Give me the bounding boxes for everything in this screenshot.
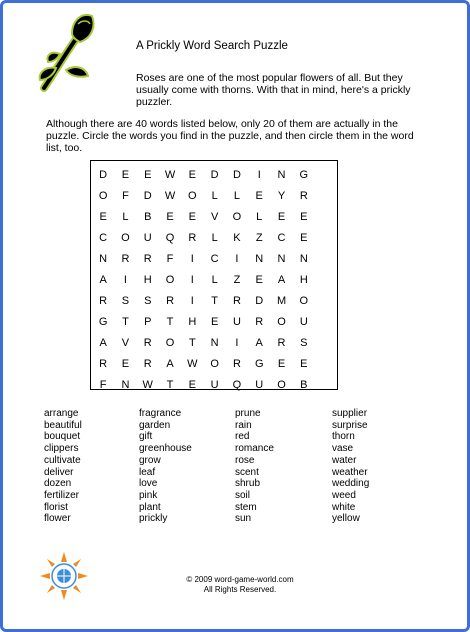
- word-list-item[interactable]: deliver: [44, 466, 74, 478]
- grid-letter[interactable]: V: [121, 337, 130, 349]
- grid-letter[interactable]: U: [255, 379, 264, 391]
- word-list-item[interactable]: flower: [44, 513, 71, 525]
- word-list-item[interactable]: scent: [235, 466, 259, 478]
- grid-letter[interactable]: C: [277, 232, 286, 244]
- grid-letter[interactable]: G: [98, 316, 108, 328]
- grid-letter[interactable]: L: [211, 274, 218, 286]
- grid-row: [92, 354, 337, 375]
- word-list-item[interactable]: fertilizer: [44, 489, 80, 501]
- intro-text: Roses are one of the most popular flowers of all. But they usually come with thorns. With that in mind, here's a prickly puzzler.: [136, 72, 411, 108]
- grid-letter[interactable]: W: [164, 169, 176, 181]
- word-list-item[interactable]: arrange: [44, 408, 79, 419]
- puzzle-title: A Prickly Word Search Puzzle: [136, 40, 288, 52]
- grid-letter[interactable]: W: [142, 379, 153, 391]
- word-list-item[interactable]: surprise: [332, 419, 368, 431]
- grid-letter[interactable]: E: [300, 358, 308, 370]
- word-list-item[interactable]: florist: [44, 501, 68, 513]
- grid-row: [92, 186, 337, 207]
- word-list-item[interactable]: rain: [235, 419, 252, 431]
- grid-letter[interactable]: D: [143, 190, 152, 202]
- grid-letter[interactable]: O: [188, 190, 197, 202]
- word-list-item[interactable]: water: [332, 454, 357, 466]
- word-list-item[interactable]: bouquet: [44, 431, 81, 443]
- grid-letter[interactable]: A: [166, 358, 174, 370]
- word-list-item[interactable]: red: [235, 431, 250, 443]
- grid-letter[interactable]: B: [300, 379, 308, 391]
- grid-letter[interactable]: D: [232, 169, 241, 181]
- grid-letter[interactable]: E: [166, 211, 174, 223]
- word-search-grid: [90, 160, 338, 390]
- grid-letter[interactable]: F: [99, 379, 107, 391]
- word-list-item[interactable]: plant: [139, 501, 161, 513]
- grid-letter[interactable]: R: [121, 253, 130, 265]
- grid-letter[interactable]: I: [123, 274, 127, 286]
- grid-letter[interactable]: R: [166, 295, 175, 307]
- grid-letter[interactable]: O: [299, 295, 309, 307]
- grid-letter[interactable]: Y: [277, 190, 286, 202]
- grid-letter[interactable]: B: [144, 211, 152, 223]
- grid-letter[interactable]: I: [190, 253, 194, 265]
- grid-letter[interactable]: R: [232, 295, 241, 307]
- grid-letter[interactable]: R: [188, 232, 197, 244]
- grid-letter[interactable]: S: [300, 337, 308, 349]
- grid-letter[interactable]: L: [211, 232, 218, 244]
- grid-row: [92, 270, 337, 291]
- rights-text: All Rights Reserved.: [203, 585, 277, 594]
- grid-letter[interactable]: D: [255, 295, 264, 307]
- grid-letter[interactable]: E: [277, 358, 286, 370]
- grid-letter[interactable]: E: [210, 316, 219, 328]
- grid-letter[interactable]: O: [98, 190, 108, 202]
- grid-letter[interactable]: A: [277, 274, 286, 286]
- grid-letter[interactable]: A: [99, 274, 107, 286]
- grid-letter[interactable]: E: [121, 358, 130, 370]
- grid-letter[interactable]: C: [210, 253, 219, 265]
- grid-letter[interactable]: C: [99, 232, 108, 244]
- grid-row: [92, 375, 337, 396]
- grid-letter[interactable]: E: [188, 379, 196, 391]
- grid-letter[interactable]: H: [299, 274, 308, 286]
- word-column: [139, 408, 235, 525]
- grid-letter[interactable]: W: [164, 190, 176, 202]
- word-list-item[interactable]: stem: [235, 501, 257, 513]
- grid-letter[interactable]: E: [144, 169, 152, 181]
- grid-letter[interactable]: O: [165, 337, 175, 349]
- word-list-item[interactable]: leaf: [139, 466, 156, 478]
- word-list-item[interactable]: greenhouse: [139, 443, 192, 455]
- grid-letter[interactable]: L: [122, 211, 129, 223]
- grid-letter[interactable]: R: [277, 337, 286, 349]
- grid-letter[interactable]: O: [210, 358, 219, 370]
- grid-letter[interactable]: M: [276, 295, 287, 307]
- word-list-item[interactable]: prune: [235, 408, 261, 419]
- grid-letter[interactable]: T: [211, 295, 218, 307]
- grid-letter[interactable]: N: [121, 379, 130, 391]
- grid-letter[interactable]: Z: [233, 274, 241, 286]
- grid-letter[interactable]: T: [166, 379, 174, 391]
- grid-letter[interactable]: L: [233, 190, 240, 202]
- grid-letter[interactable]: N: [277, 169, 286, 181]
- grid-letter[interactable]: A: [99, 337, 107, 349]
- grid-letter[interactable]: R: [299, 190, 308, 202]
- word-list-item[interactable]: romance: [235, 443, 274, 455]
- grid-letter[interactable]: S: [121, 295, 130, 307]
- word-list-item[interactable]: garden: [139, 419, 171, 431]
- grid-letter[interactable]: E: [300, 232, 308, 244]
- word-list-item[interactable]: dozen: [44, 478, 72, 490]
- grid-letter[interactable]: E: [300, 211, 308, 223]
- grid-letter[interactable]: I: [190, 295, 194, 307]
- grid-letter[interactable]: P: [144, 316, 152, 328]
- word-list-item[interactable]: thorn: [332, 431, 355, 443]
- grid-letter[interactable]: E: [277, 211, 286, 223]
- grid-letter[interactable]: H: [188, 316, 197, 328]
- grid-letter[interactable]: U: [143, 232, 152, 244]
- grid-row: [92, 165, 337, 186]
- grid-letter[interactable]: R: [143, 358, 152, 370]
- grid-letter[interactable]: G: [299, 169, 309, 181]
- grid-letter[interactable]: R: [143, 337, 152, 349]
- grid-letter[interactable]: E: [255, 190, 263, 202]
- grid-row: [92, 249, 337, 270]
- grid-letter[interactable]: E: [255, 274, 263, 286]
- word-column: [44, 408, 140, 525]
- word-list-item[interactable]: pink: [139, 489, 158, 501]
- grid-letter[interactable]: F: [122, 190, 129, 202]
- grid-row: [92, 312, 337, 333]
- grid-letter[interactable]: A: [255, 337, 263, 349]
- grid-letter[interactable]: O: [232, 211, 242, 223]
- grid-letter[interactable]: U: [210, 379, 219, 391]
- grid-letter[interactable]: D: [99, 169, 108, 181]
- grid-letter[interactable]: R: [143, 253, 152, 265]
- grid-letter[interactable]: O: [165, 274, 175, 286]
- grid-row: [92, 228, 337, 249]
- grid-letter[interactable]: L: [211, 190, 218, 202]
- grid-letter[interactable]: E: [188, 211, 196, 223]
- grid-letter[interactable]: N: [277, 253, 286, 265]
- grid-row: [92, 207, 337, 228]
- word-list-item[interactable]: vase: [332, 443, 354, 455]
- rose-icon: [36, 8, 98, 94]
- grid-letter[interactable]: Z: [255, 232, 263, 244]
- word-list-item[interactable]: beautiful: [44, 419, 82, 431]
- grid-letter[interactable]: E: [188, 169, 196, 181]
- instructions-text: Although there are 40 words listed below, only 20 of them are actually in the puzzle. Circle the words you find in the puzzle, and then circle them in the word list, too.: [46, 118, 414, 154]
- grid-letter[interactable]: O: [121, 232, 130, 244]
- word-list-item[interactable]: supplier: [332, 408, 368, 419]
- word-list-item[interactable]: shrub: [235, 478, 261, 490]
- word-list-item[interactable]: soil: [235, 489, 251, 501]
- grid-letter[interactable]: O: [277, 316, 286, 328]
- grid-letter[interactable]: W: [187, 358, 198, 370]
- grid-letter[interactable]: I: [235, 253, 239, 265]
- grid-letter[interactable]: L: [256, 211, 263, 223]
- word-list-item[interactable]: love: [139, 478, 158, 490]
- word-list-item[interactable]: clippers: [44, 443, 79, 455]
- word-column: [332, 408, 428, 525]
- word-list-item[interactable]: weather: [332, 466, 368, 478]
- grid-letter[interactable]: T: [122, 316, 129, 328]
- word-list-item[interactable]: white: [332, 501, 356, 513]
- grid-letter[interactable]: R: [255, 316, 264, 328]
- grid-letter[interactable]: S: [144, 295, 152, 307]
- grid-letter[interactable]: Q: [165, 232, 175, 244]
- grid-letter[interactable]: U: [232, 316, 241, 328]
- copyright-block: [160, 575, 320, 595]
- grid-letter[interactable]: I: [257, 169, 261, 181]
- grid-letter[interactable]: Q: [232, 379, 242, 391]
- grid-letter[interactable]: D: [210, 169, 219, 181]
- grid-letter[interactable]: N: [99, 253, 108, 265]
- grid-letter[interactable]: N: [210, 337, 219, 349]
- grid-letter[interactable]: I: [190, 274, 194, 286]
- word-list-item[interactable]: prickly: [139, 513, 168, 525]
- word-game-world-logo: [40, 552, 88, 600]
- copyright-text: © 2009 word-game-world.com: [186, 575, 294, 584]
- grid-letter[interactable]: R: [99, 358, 108, 370]
- grid-letter[interactable]: H: [143, 274, 152, 286]
- grid-letter[interactable]: O: [277, 379, 286, 391]
- word-list-item[interactable]: fragrance: [139, 408, 182, 419]
- grid-letter[interactable]: F: [166, 253, 174, 265]
- grid-letter[interactable]: U: [299, 316, 308, 328]
- grid-row: [92, 333, 337, 354]
- grid-letter[interactable]: G: [254, 358, 264, 370]
- grid-letter[interactable]: T: [188, 337, 196, 349]
- word-list-item[interactable]: gift: [139, 431, 153, 443]
- grid-letter[interactable]: K: [233, 232, 241, 244]
- grid-letter[interactable]: E: [121, 169, 130, 181]
- word-list-item[interactable]: weed: [332, 489, 356, 501]
- word-list-item[interactable]: grow: [139, 454, 161, 466]
- word-list-item[interactable]: cultivate: [44, 454, 81, 466]
- grid-letter[interactable]: N: [299, 253, 308, 265]
- grid-row: [92, 291, 337, 312]
- word-list-item[interactable]: rose: [235, 454, 255, 466]
- word-list-item[interactable]: yellow: [332, 513, 360, 525]
- word-list-item[interactable]: sun: [235, 513, 252, 525]
- grid-letter[interactable]: V: [210, 211, 219, 223]
- grid-letter[interactable]: E: [99, 211, 107, 223]
- word-list-item[interactable]: wedding: [332, 478, 370, 490]
- grid-letter[interactable]: R: [99, 295, 108, 307]
- grid-letter[interactable]: R: [232, 358, 241, 370]
- grid-letter[interactable]: T: [166, 316, 174, 328]
- grid-letter[interactable]: I: [235, 337, 239, 349]
- word-column: [235, 408, 331, 525]
- grid-letter[interactable]: N: [255, 253, 264, 265]
